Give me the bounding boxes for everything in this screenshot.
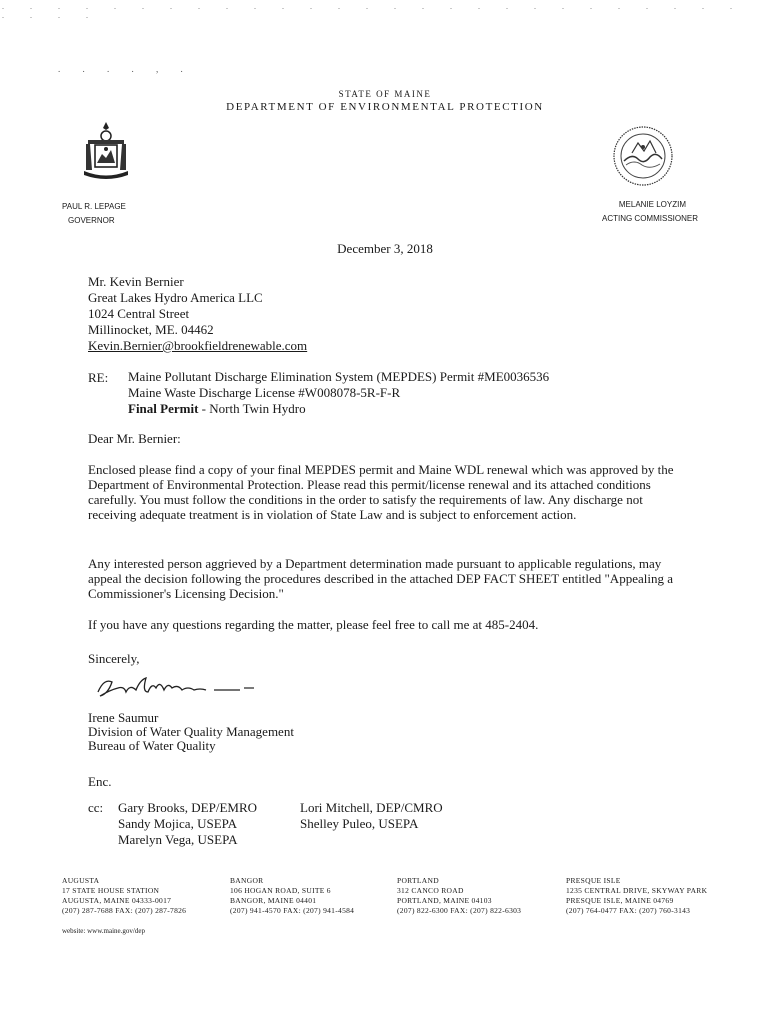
governor-block: [62, 200, 126, 228]
footer-phone: (207) 764-0477 FAX: (207) 760-3143: [566, 906, 691, 915]
cc-recipient: Marelyn Vega, USEPA: [118, 832, 238, 847]
re-label: RE:: [88, 370, 109, 385]
footer-office-portland: [397, 876, 521, 916]
scan-specks-left: . . . . , .: [58, 64, 193, 74]
footer-address: PRESQUE ISLE, MAINE 04769: [566, 896, 674, 905]
letter-date: December 3, 2018: [337, 241, 433, 256]
footer-address: 312 CANCO ROAD: [397, 886, 464, 895]
closing: Sincerely,: [88, 651, 140, 666]
salutation: Dear Mr. Bernier:: [88, 431, 181, 446]
signer-division: Division of Water Quality Management: [88, 724, 294, 739]
cc-label: cc:: [88, 800, 104, 815]
signer-block: [88, 711, 688, 753]
letterhead-department: DEPARTMENT OF ENVIRONMENTAL PROTECTION: [226, 101, 544, 113]
body-paragraph-3: If you have any questions regarding the matter, please feel free to call me at 485-2404.: [88, 617, 539, 632]
body-paragraph-2: Any interested person aggrieved by a Department determination made pursuant to applicable regulations, may appeal the decision following the procedures described in the attached DEP FACT SHEET entitled "Appealing a Commissioner's Licensing Decision.": [88, 556, 673, 601]
recipient-name: Mr. Kevin Bernier: [88, 274, 184, 289]
enclosure-note: Enc.: [88, 774, 112, 789]
commissioner-name: MELANIE LOYZIM: [618, 200, 686, 209]
cc-recipient: Lori Mitchell, DEP/CMRO: [300, 800, 443, 815]
footer-phone: (207) 941-4570 FAX: (207) 941-4584: [230, 906, 355, 915]
re-block: [128, 369, 549, 417]
recipient-email-link[interactable]: Kevin.Bernier@brookfieldrenewable.com: [88, 338, 308, 353]
governor-title: GOVERNOR: [68, 216, 115, 225]
cc-recipient: Gary Brooks, DEP/EMRO: [118, 800, 258, 815]
commissioner-title: ACTING COMMISSIONER: [601, 214, 698, 223]
recipient-company: Great Lakes Hydro America LLC: [88, 290, 263, 305]
state-seal-logo: [78, 118, 134, 182]
cc-recipient: Shelley Puleo, USEPA: [300, 816, 419, 831]
re-license-line: Maine Waste Discharge License #W008078-5R-F-R: [128, 385, 401, 400]
governor-name: PAUL R. LEPAGE: [62, 202, 126, 211]
footer-phone: (207) 287-7688 FAX: (207) 287-7826: [62, 906, 187, 915]
footer-address: 106 HOGAN ROAD, SUITE 6: [230, 886, 331, 895]
re-project-name: - North Twin Hydro: [198, 401, 306, 416]
footer-address: 1235 CENTRAL DRIVE, SKYWAY PARK: [566, 886, 708, 895]
footer-phone: (207) 822-6300 FAX: (207) 822-6303: [397, 906, 522, 915]
footer-website-link[interactable]: website: www.maine.gov/dep: [62, 927, 145, 935]
body-paragraph-1: Enclosed please find a copy of your final MEPDES permit and Maine WDL renewal which was approved by the Department of Environmental Protection. Please read this permit/license renewal and its attached conditions carefully. You must follow the conditions in the order to satisfy the requirements of law. Any discharge not receiving adequate treatment is in violation of State Law and is subject to enforcement action.: [88, 462, 674, 522]
scan-specks-top: . . . . . . . . . . . . . . . . . . . . . . . . . . . . . . .: [2, 2, 744, 20]
recipient-street: 1024 Central Street: [88, 306, 190, 321]
dep-seal-logo: [612, 125, 674, 187]
re-final-permit: Final Permit: [128, 401, 199, 416]
letterhead-state: STATE OF MAINE: [338, 89, 432, 99]
footer-city: PRESQUE ISLE: [566, 876, 621, 885]
footer-address: BANGOR, MAINE 04401: [230, 896, 317, 905]
footer-office-bangor: [230, 876, 354, 916]
footer-address: 17 STATE HOUSE STATION: [62, 886, 160, 895]
footer-city: BANGOR: [230, 876, 264, 885]
recipient-city: Millinocket, ME. 04462: [88, 322, 214, 337]
commissioner-block: [602, 198, 698, 226]
recipient-address: [88, 274, 307, 354]
footer-address: AUGUSTA, MAINE 04333-0017: [62, 896, 172, 905]
footer-city: AUGUSTA: [62, 876, 100, 885]
cc-recipient: Sandy Mojica, USEPA: [118, 816, 238, 831]
cc-column-1: [118, 800, 257, 848]
footer-office-presque-isle: [566, 876, 707, 916]
handwritten-signature: [90, 670, 260, 704]
re-subject-line: [128, 401, 549, 417]
signer-bureau: Bureau of Water Quality: [88, 738, 216, 753]
footer-address: PORTLAND, MAINE 04103: [397, 896, 492, 905]
footer-office-augusta: [62, 876, 186, 916]
signer-name: Irene Saumur: [88, 710, 159, 725]
re-permit-line: Maine Pollutant Discharge Elimination System (MEPDES) Permit #ME0036536: [128, 369, 550, 384]
cc-column-2: [300, 800, 443, 832]
footer-city: PORTLAND: [397, 876, 439, 885]
